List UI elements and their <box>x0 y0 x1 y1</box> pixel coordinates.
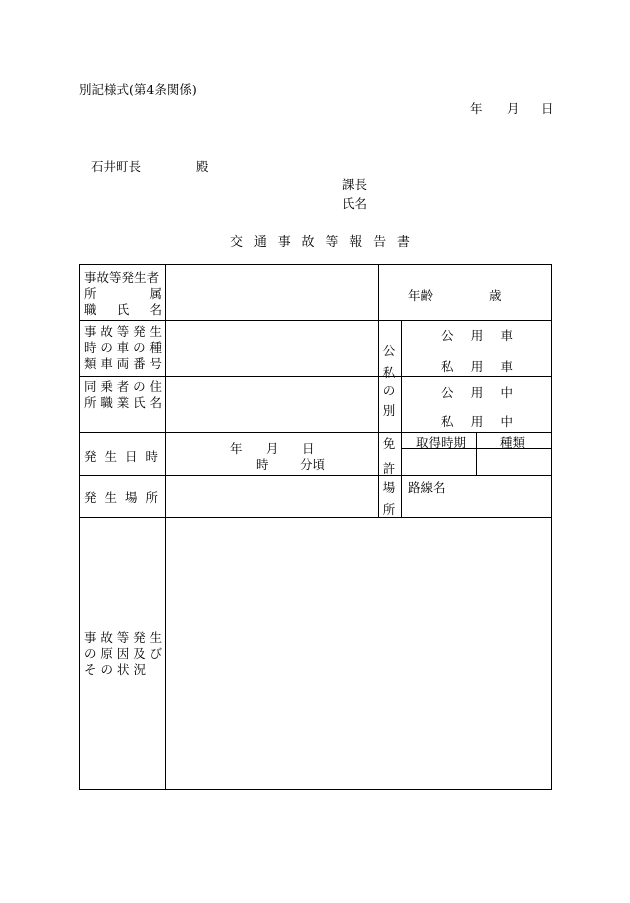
sender-name: 氏名 <box>342 196 368 211</box>
title-char: 告 <box>373 235 387 250</box>
incident-minute: 分頃 <box>300 457 326 472</box>
row-label-passengers: 同 乗 者 の 住 所 職 業 氏 名 <box>84 379 162 410</box>
document-title <box>230 231 410 250</box>
addressee-honorific: 殿 <box>196 159 209 174</box>
title-char: 報 <box>349 235 363 250</box>
option-private-trip: 私 用 中 <box>441 414 513 429</box>
age-unit: 歳 <box>489 288 502 303</box>
incident-year: 年 <box>230 441 243 456</box>
option-public-vehicle: 公 用 車 <box>441 328 513 343</box>
title-char: 事 <box>277 235 291 250</box>
row-label-place: 発 生 場 所 <box>84 490 158 505</box>
place-char: 場 <box>382 480 396 495</box>
option-private-vehicle: 私 用 車 <box>441 359 513 374</box>
title-char: 等 <box>325 235 339 250</box>
option-public-trip: 公 用 中 <box>441 385 513 400</box>
date-day: 日 <box>541 101 554 116</box>
license-char: 免 <box>382 436 396 451</box>
title-char: 故 <box>301 235 315 250</box>
row-label-datetime: 発 生 日 時 <box>84 449 158 464</box>
row-label-vehicle: 事 故 等 発 生 時 の 車 の 種 類 車 両 番 号 <box>84 324 162 371</box>
label-line: 職 氏 名 <box>84 302 162 317</box>
license-acquired-label: 取得時期 <box>416 435 467 450</box>
place-char: 所 <box>382 502 396 517</box>
age-label: 年齢 <box>408 288 434 303</box>
title-char: 交 <box>230 235 244 250</box>
sender-title: 課長 <box>342 177 368 192</box>
license-kind-label: 種類 <box>500 435 526 450</box>
label-line: 所 属 <box>84 286 162 301</box>
form-id: 別記様式(第4条関係) <box>79 82 197 97</box>
addressee-name: 石井町長 <box>91 159 142 174</box>
incident-day: 日 <box>302 441 315 456</box>
route-name-label: 路線名 <box>408 480 446 495</box>
label-line: 事 故 等 発 生 者 <box>84 270 160 285</box>
row-label-reporter <box>84 270 162 318</box>
date-month: 月 <box>507 101 520 116</box>
title-char: 通 <box>253 235 267 250</box>
row-label-cause: 事 故 等 発 生 の 原 因 及 び そ の 状 況 <box>84 630 162 677</box>
license-char: 許 <box>382 461 396 476</box>
incident-hour: 時 <box>256 457 269 472</box>
title-char: 書 <box>396 235 410 250</box>
incident-month: 月 <box>266 441 279 456</box>
date-year: 年 <box>470 101 483 116</box>
